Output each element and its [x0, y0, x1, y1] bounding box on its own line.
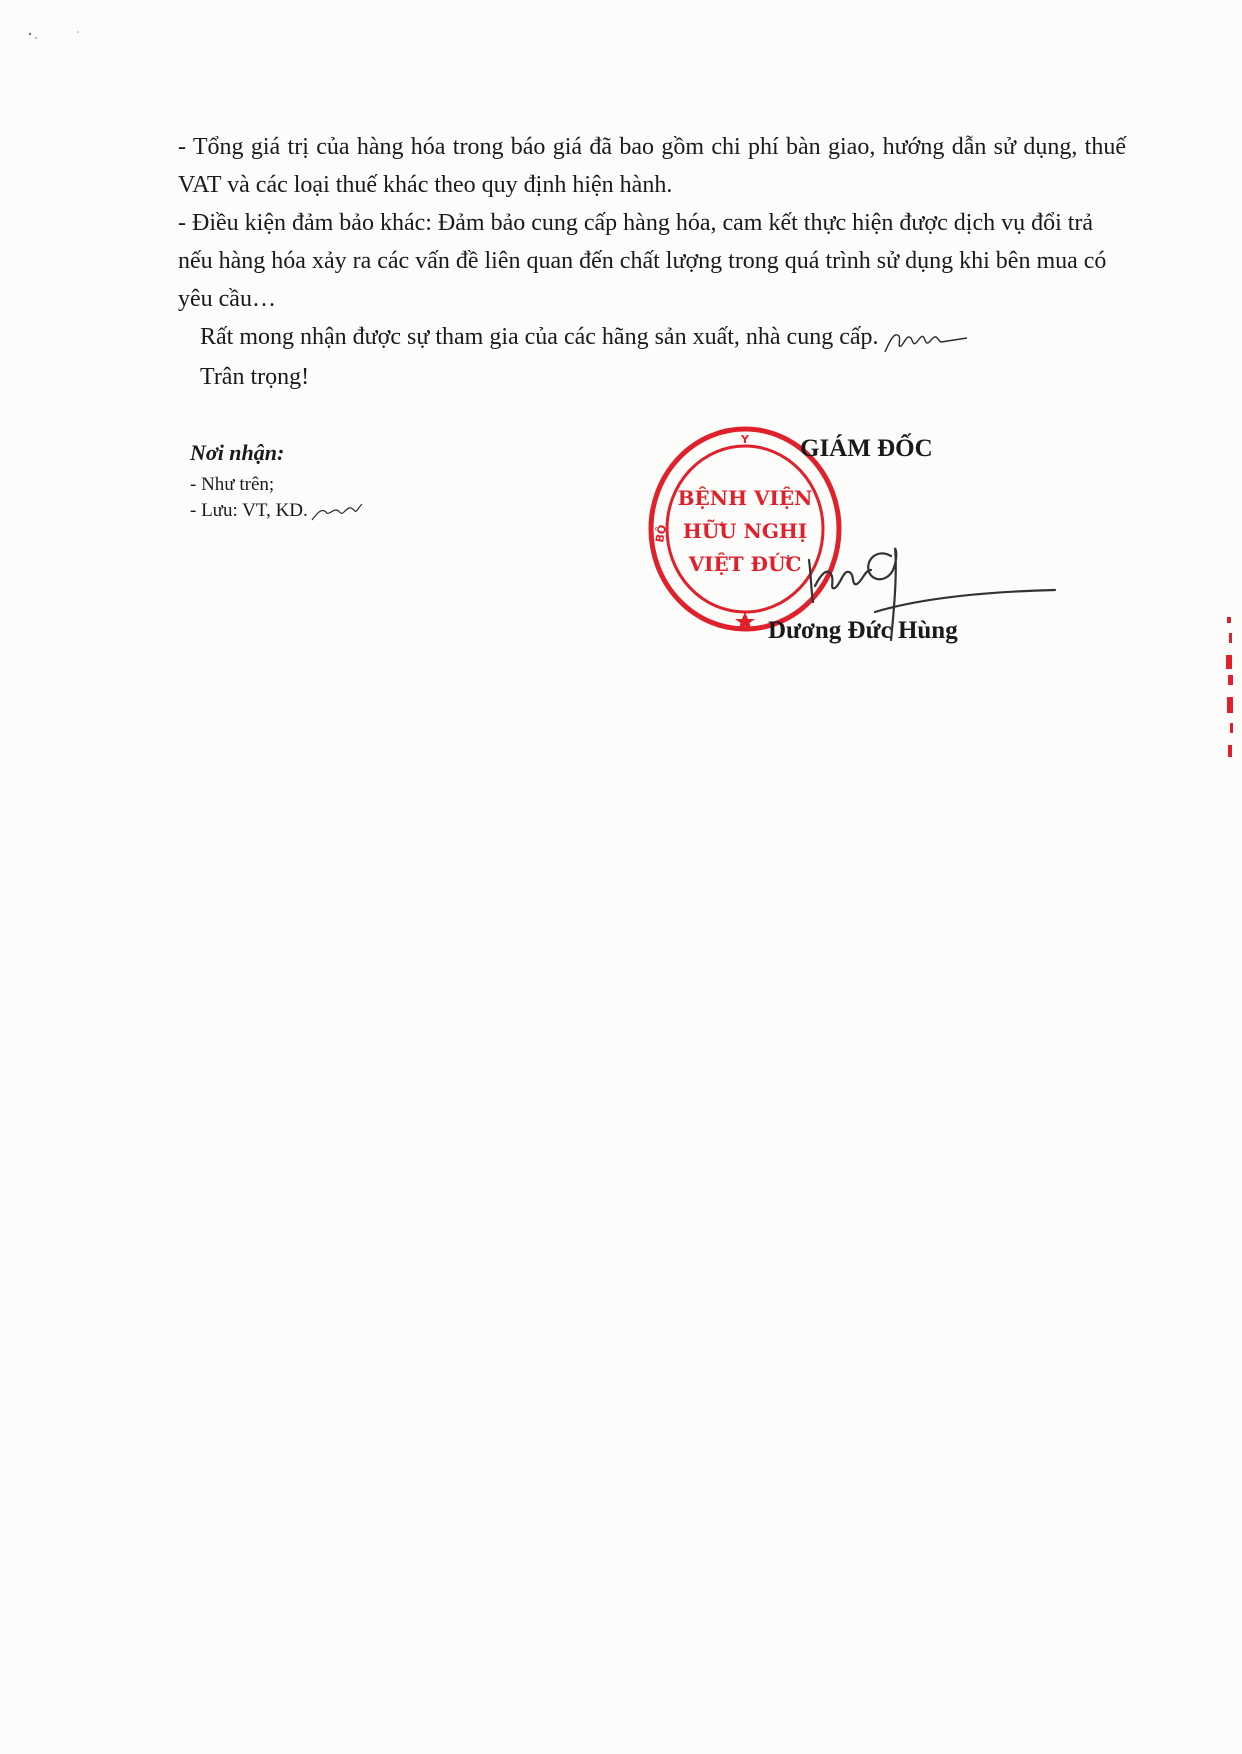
seal-line3: VIỆT ĐỨC: [688, 552, 802, 576]
recipients-block: [190, 440, 378, 524]
seal-line1: BỆNH VIỆN: [677, 486, 813, 510]
signer-name: Dương Đức Hùng: [768, 617, 958, 644]
initial-signature: [308, 498, 378, 524]
closing-line: [178, 318, 1126, 358]
seal-ring-left: BỘ: [653, 523, 670, 544]
regards-line: Trân trọng!: [200, 364, 310, 390]
scan-specks: [24, 24, 104, 44]
seal-line2: HỮU NGHỊ: [682, 519, 808, 543]
paragraph-total-value: - Tổng giá trị của hàng hóa trong báo giá đã bao gồm chi phí bàn giao, hướng dẫn sử dụng, thuế VAT và các loại thuế khác theo quy định hiện hành.: [178, 134, 1126, 198]
paragraph-other-conditions: - Điều kiện đảm bảo khác: Đảm bảo cung cấp hàng hóa, cam kết thực hiện được dịch vụ đổi trả nếu hàng hóa xảy ra các vấn đề liên quan đến chất lượng trong quá trình sử dụng khi bên mua có yêu cầu…: [178, 210, 1107, 312]
initial-signature: [879, 318, 969, 358]
recipient-item: - Như trên;: [190, 474, 275, 495]
neighbour-page-seal-edge: [1222, 615, 1238, 815]
recipient-item-text: - Lưu: VT, KD.: [190, 500, 308, 521]
signer-title: GIÁM ĐỐC: [800, 435, 933, 462]
letter-body: [178, 128, 1126, 396]
recipients-label: Nơi nhận:: [190, 440, 285, 465]
seal-ring-top: Y: [741, 433, 749, 446]
signer-block: [640, 425, 1100, 685]
recipient-item: [190, 498, 378, 524]
closing-text: Rất mong nhận được sự tham gia của các hãng sản xuất, nhà cung cấp.: [200, 324, 879, 350]
